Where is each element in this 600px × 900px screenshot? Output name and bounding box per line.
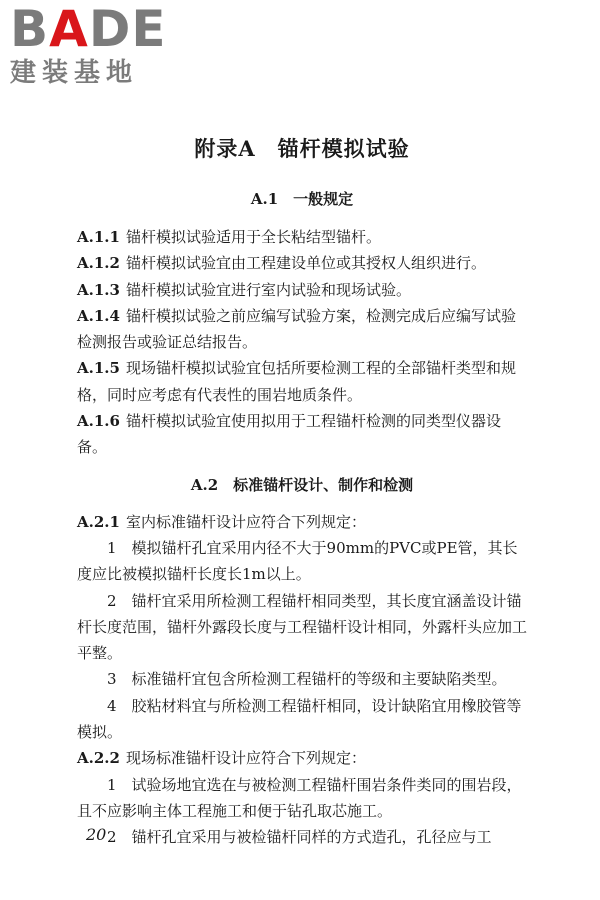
clause-a-2-1-item-3: 3 标准锚杆宜包含所检测工程锚杆的等级和主要缺陷类型。 (107, 670, 507, 689)
clause-a-2-1-item-2: 2 锚杆宜采用所检测工程锚杆相同类型，其长度宜涵盖设计锚杆长度范围，锚杆外露段长度与工程锚杆设计相同，外露杆头应加工平整。 (77, 591, 528, 663)
appendix-title: 附录A 锚杆模拟试验 (194, 136, 410, 161)
clause-a-2-2: A.2.2 现场标准锚杆设计应符合下列规定： (77, 749, 366, 768)
page-number: 20 (86, 825, 107, 844)
clause-a-1-1: A.1.1 锚杆模拟试验适用于全长粘结型锚杆。 (77, 228, 381, 246)
clause-a-1-5: A.1.5 现场锚杆模拟试验宜包括所要检测工程的全部锚杆类型和规格，同时应考虑有代表性的围岩地质条件。 (77, 359, 516, 404)
clause-a-1-3: A.1.3 锚杆模拟试验宜进行室内试验和现场试验。 (77, 280, 411, 299)
clause-a-2-1-item-1: 1 模拟锚杆孔宜采用内径不大于90mm的PVC或PE管，其长度应比被模拟锚杆长度长1m以上。 (77, 538, 518, 584)
document-body (77, 224, 527, 851)
clause-a-2-1-item-4: 4 胶粘材料宜与所检测工程锚杆相同，设计缺陷宜用橡胶管等模拟。 (77, 696, 522, 742)
clause-a-2-1: A.2.1 室内标准锚杆设计应符合下列规定： (77, 512, 366, 531)
section-title-a2: A.2 标准锚杆设计、制作和检测 (190, 475, 414, 494)
clause-a-1-4: A.1.4 锚杆模拟试验之前应编写试验方案，检测完成后应编写试验检测报告或验证总结报告。 (77, 306, 516, 352)
section-title-a1: A.1 一般规定 (250, 190, 354, 208)
clause-a-2-2-item-1: 1 试验场地宜选在与被检测工程锚杆围岩条件类同的围岩段，且不应影响主体工程施工和便于钻孔取芯施工。 (77, 775, 522, 820)
clause-a-1-6: A.1.6 锚杆模拟试验宜使用拟用于工程锚杆检测的同类型仪器设备。 (77, 412, 501, 457)
clause-a-2-2-item-2: 2 锚杆孔宜采用与被检锚杆同样的方式造孔，孔径应与工 (107, 828, 492, 847)
section-a2-spacer (77, 461, 527, 509)
logo-wordmark: BADE (10, 0, 167, 58)
clause-a-1-2: A.1.2 锚杆模拟试验宜由工程建设单位或其授权人组织进行。 (77, 254, 486, 273)
logo-subtitle: 建装基地 (10, 58, 139, 88)
bade-logo (10, 0, 167, 88)
